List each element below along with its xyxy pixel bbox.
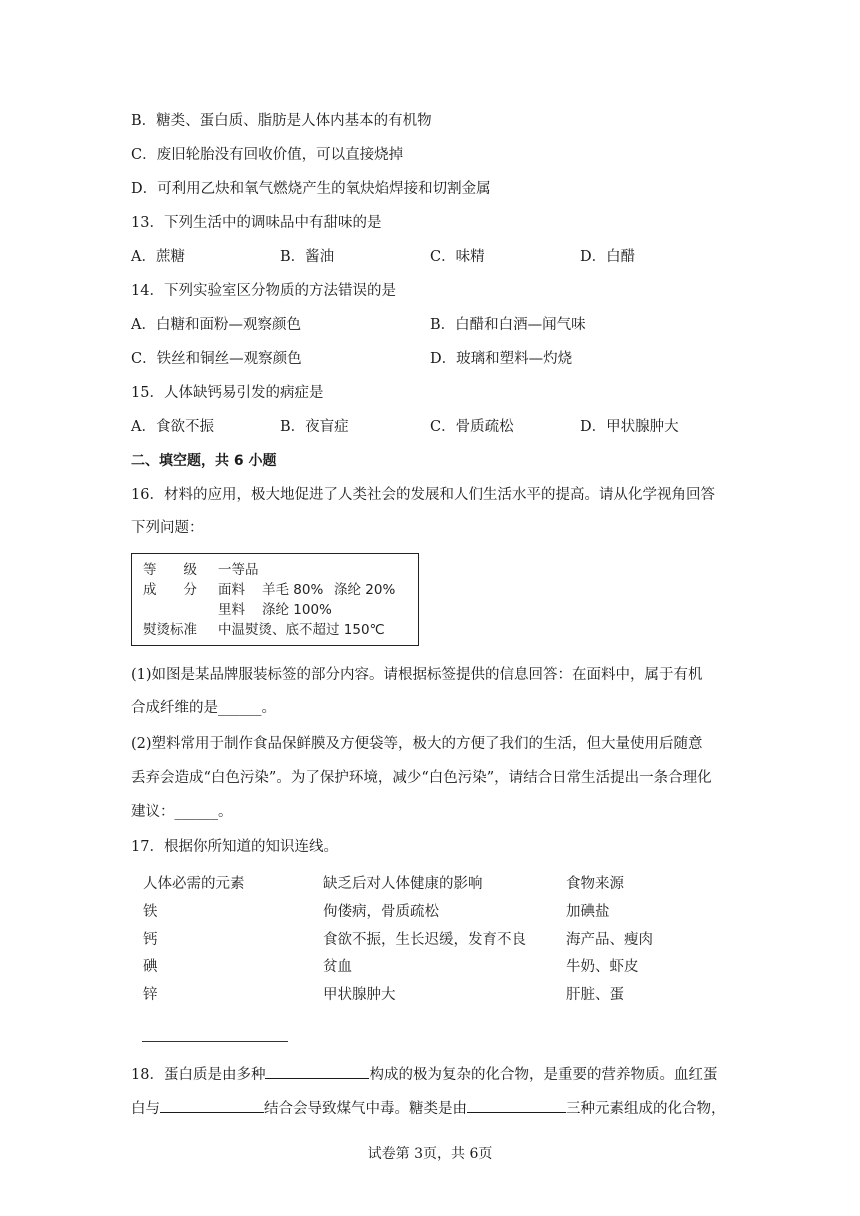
q13-option-a: A．蔗糖 [131, 249, 185, 265]
q18-line2 [131, 1097, 726, 1119]
q17-answer-line [142, 1041, 288, 1042]
label-ironing-key: 熨烫标准 [143, 622, 197, 638]
element-item: 锌 [143, 987, 158, 1003]
label-ironing-value: 中温熨烫、底不超过 150℃ [218, 622, 385, 638]
answer-blank [160, 1097, 264, 1113]
header-effect: 缺乏后对人体健康的影响 [323, 876, 483, 892]
page-footer: 试卷第 3页，共 6页 [367, 1146, 493, 1162]
q18-text: 18．蛋白质是由多种 [131, 1067, 266, 1083]
q15-stem: 15．人体缺钙易引发的病症是 [131, 385, 324, 401]
label-fabric-polyester: 涤纶 20% [334, 582, 396, 598]
element-item: 铁 [143, 904, 158, 920]
element-item: 钙 [143, 932, 158, 948]
source-item: 牛奶、虾皮 [566, 959, 639, 975]
header-element: 人体必需的元素 [143, 876, 245, 892]
section-heading: 二、填空题，共 6 小题 [131, 453, 277, 469]
effect-item: 甲状腺肿大 [323, 987, 396, 1003]
option-d-acetylene: D．可利用乙炔和氧气燃烧产生的氧炔焰焊接和切割金属 [131, 181, 491, 197]
label-grade-key: 等 级 [143, 562, 197, 578]
q14-stem: 14．下列实验室区分物质的方法错误的是 [131, 283, 396, 299]
answer-blank [265, 1063, 369, 1079]
q14-option-c: C．铁丝和铜丝—观察颜色 [131, 351, 302, 367]
q13-option-d: D．白醋 [580, 249, 636, 265]
q18-text: 结合会导致煤气中毒。糖类是由 [264, 1101, 467, 1117]
q13-option-b: B．酱油 [280, 249, 335, 265]
q18-text: 白与 [131, 1101, 160, 1117]
header-source: 食物来源 [566, 876, 624, 892]
answer-blank [467, 1097, 566, 1113]
clothing-label-figure [131, 553, 419, 646]
option-b-organic: B．糖类、蛋白质、脂肪是人体内基本的有机物 [131, 113, 432, 129]
q16-part2-line1: (2)塑料常用于制作食品保鲜膜及方便袋等，极大的方便了我们的生活，但大量使用后随意 [131, 736, 703, 752]
q16-stem-line2: 下列问题： [131, 520, 204, 536]
q16-stem-line1: 16．材料的应用，极大地促进了人类社会的发展和人们生活水平的提高。请从化学视角回答 [131, 487, 715, 503]
q16-part1-line2: 合成纤维的是______。 [131, 700, 276, 716]
q15-option-d: D．甲状腺肿大 [580, 419, 679, 435]
label-lining-key: 里料 [218, 602, 245, 618]
q18-text: 三种元素组成的化合物， [566, 1101, 726, 1117]
source-item: 加碘盐 [566, 904, 610, 920]
q15-option-a: A．食欲不振 [131, 419, 214, 435]
q18-text: 构成的极为复杂的化合物，是重要的营养物质。血红蛋 [369, 1067, 718, 1083]
label-fabric-wool: 羊毛 80% [262, 582, 324, 598]
label-composition-key: 成 分 [143, 582, 197, 598]
label-fabric-key: 面料 [218, 582, 245, 598]
effect-item: 贫血 [323, 959, 352, 975]
q14-option-a: A．白糖和面粉—观察颜色 [131, 317, 301, 333]
q16-part1-line1: (1)如图是某品牌服装标签的部分内容。请根据标签提供的信息回答：在面料中，属于有机 [131, 667, 703, 683]
q17-stem: 17．根据你所知道的知识连线。 [131, 839, 338, 855]
label-grade-value: 一等品 [218, 562, 259, 578]
option-c-tires: C．废旧轮胎没有回收价值，可以直接烧掉 [131, 147, 404, 163]
label-lining-value: 涤纶 100% [262, 602, 332, 618]
q16-part2-line2: 丢弃会造成“白色污染”。为了保护环境，减少“白色污染”，请结合日常生活提出一条合理化 [131, 770, 712, 786]
q13-option-c: C．味精 [430, 249, 485, 265]
effect-item: 佝偻病，骨质疏松 [323, 904, 439, 920]
effect-item: 食欲不振，生长迟缓，发育不良 [323, 932, 526, 948]
q15-option-b: B．夜盲症 [280, 419, 349, 435]
source-item: 海产品、瘦肉 [566, 932, 653, 948]
q13-stem: 13．下列生活中的调味品中有甜味的是 [131, 215, 382, 231]
q18-line1 [131, 1063, 717, 1085]
q14-option-d: D．玻璃和塑料—灼烧 [430, 351, 573, 367]
q16-part2-line3: 建议：______。 [131, 804, 233, 820]
q14-option-b: B．白醋和白酒—闻气味 [430, 317, 586, 333]
q15-option-c: C．骨质疏松 [430, 419, 514, 435]
source-item: 肝脏、蛋 [566, 987, 624, 1003]
element-item: 碘 [143, 959, 158, 975]
